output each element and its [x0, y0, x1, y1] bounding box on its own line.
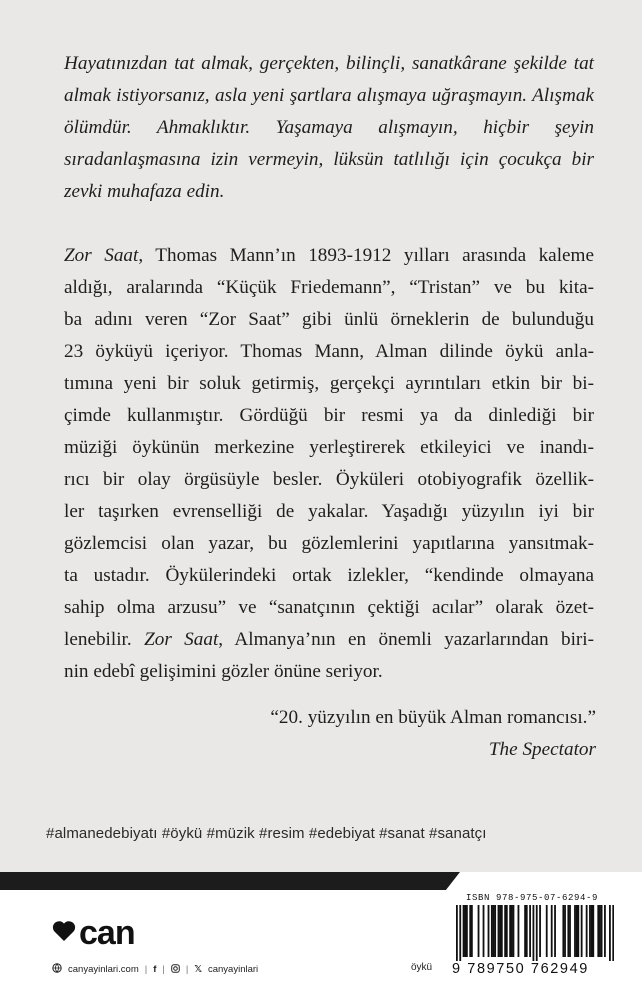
barcode-bar [592, 905, 594, 957]
praise-source: The Spectator [488, 739, 596, 760]
publisher-links [52, 963, 258, 976]
barcode-bar [471, 905, 473, 957]
barcode-bar [554, 905, 556, 957]
blurb-line: nin edebî gelişimini gözler önüne seriyor. [64, 661, 383, 682]
publisher-logo [52, 914, 135, 952]
isbn-label: ISBN 978-975-07-6294-9 [466, 893, 599, 903]
barcode-bar [581, 905, 583, 957]
barcode-bar [501, 905, 503, 957]
barcode-bar [533, 905, 535, 961]
instagram-icon[interactable] [171, 964, 180, 976]
praise-quote [76, 702, 596, 766]
barcode-bar [576, 905, 578, 957]
blurb-line: tımına yeni bir soluk getirmiş, gerçekçi ayrıntıları etkin bir bi- [64, 373, 594, 394]
barcode-bar [509, 905, 511, 957]
quote-line: zevki muhafaza edin. [64, 181, 225, 202]
barcode-bar [604, 905, 606, 957]
epigraph-quote [64, 48, 594, 208]
barcode-bar [526, 905, 528, 957]
barcode-bar [597, 905, 599, 957]
barcode-bar [483, 905, 485, 957]
hashtags: #almanedebiyatı #öykü #müzik #resim #edebiyat #sanat #sanatçı [46, 825, 487, 842]
barcode-bar [546, 905, 548, 957]
blurb-line: rıcı bir olay örgüsüyle besler. Öyküleri otobiyografik özellik- [64, 469, 594, 490]
facebook-icon[interactable]: f [153, 964, 157, 975]
barcode-bar [609, 905, 611, 961]
blurb-line: gözlemcisi olan yazar, bu gözlemlerini yapıtlarına yansıtmak- [64, 533, 594, 554]
barcode-bar [574, 905, 576, 957]
blurb-line: Zor Saat, Thomas Mann’ın 1893-1912 yılları arasında kaleme [64, 245, 594, 266]
barcode-bar [518, 905, 520, 957]
blurb-line: aldığı, aralarında “Küçük Friedemann”, “Tristan” ve bu kita- [64, 277, 594, 298]
blurb-line: sahip olma arzusu” ve “sanatçının çektiği acılar” olarak özet- [64, 597, 594, 618]
barcode-digits: 9 789750 762949 [452, 961, 589, 977]
barcode-bar [567, 905, 569, 957]
publisher-name: can [79, 914, 135, 952]
barcode-bar [456, 905, 458, 961]
barcode-bar [511, 905, 513, 957]
barcode-bar [494, 905, 496, 957]
barcode-bar [498, 905, 500, 957]
blurb-line: lenebilir. Zor Saat, Almanya’nın en önemli yazarlarından biri- [64, 629, 595, 650]
barcode-bar [513, 905, 515, 957]
divider: | [185, 964, 189, 975]
barcode-bar [493, 905, 495, 957]
blurb-line: 23 öyküyü içeriyor. Thomas Mann, Alman dilinde öykü anla- [64, 341, 594, 362]
barcode-bar [562, 905, 564, 957]
globe-icon [52, 963, 62, 976]
quote-line: tat almak istiyorsanız, asla yeni şartlara alışmaya uğraşmayın. [64, 53, 594, 106]
barcode-bar [463, 905, 465, 957]
blurb-line: çimde kullanmıştır. Gördüğü bir resmi ya da dinlediği bir [64, 405, 594, 426]
barcode-bar [524, 905, 526, 957]
heart-icon [52, 920, 76, 947]
barcode-bar [504, 905, 506, 957]
blurb-line: müziği öykünün merkezine yerleştirerek etkileyici ve inandı- [64, 437, 594, 458]
barcode-bar [601, 905, 603, 957]
blurb-line: ler taşırken evrenselliği de yakalar. Yaşadığı yüzyılın iyi bir [64, 501, 594, 522]
social-handle[interactable]: canyayinlari [207, 964, 259, 975]
barcode-bar [506, 905, 508, 957]
barcode-bar [577, 905, 579, 957]
barcode-bar [499, 905, 501, 957]
quote-line: Hayatınızdan tat almak, gerçekten, bilinçli, sanatkârane şekilde [64, 53, 567, 74]
barcode [456, 905, 614, 961]
barcode-bar [539, 905, 541, 957]
barcode-bar [536, 905, 538, 961]
barcode-bar [612, 905, 614, 961]
barcode-bar [564, 905, 566, 957]
barcode-bar [478, 905, 480, 957]
blurb-line: ba adını veren “Zor Saat” gibi ünlü örneklerin de bulunduğu [64, 309, 594, 330]
barcode-bar [491, 905, 493, 957]
barcode-bar [599, 905, 601, 957]
barcode-bar [466, 905, 468, 957]
x-icon[interactable]: 𝕏 [194, 964, 202, 975]
barcode-bar [488, 905, 490, 957]
praise-text: “20. yüzyılın en büyük Alman romancısı.” [270, 707, 596, 728]
book-title: Zor Saat [64, 245, 139, 266]
quote-line: Alışmak ölümdür. Ahmaklıktır. Yaşamaya alışmayın, hiçbir şeyin [64, 85, 594, 138]
footer-stripe [0, 872, 438, 890]
barcode-bar [459, 905, 461, 961]
barcode-bar [591, 905, 593, 957]
barcode-bar [464, 905, 466, 957]
book-title: Zor Saat [144, 629, 219, 650]
barcode-bar [586, 905, 588, 957]
barcode-bar [589, 905, 591, 957]
genre-label: öykü [411, 962, 433, 973]
website-link[interactable]: canyayinlari.com [68, 964, 139, 975]
book-blurb [64, 240, 594, 688]
divider: | [144, 964, 148, 975]
barcode-bar [529, 905, 531, 957]
barcode-bar [569, 905, 571, 957]
barcode-bar [551, 905, 553, 957]
blurb-line: ta ustadır. Öykülerindeki ortak izlekler, “kendinde olmayana [64, 565, 594, 586]
barcode-bar [469, 905, 471, 957]
quote-line: sıradanlaşmasına izin vermeyin, lüksün tatlılığı için çocukça bir [64, 149, 594, 170]
divider: | [162, 964, 165, 975]
